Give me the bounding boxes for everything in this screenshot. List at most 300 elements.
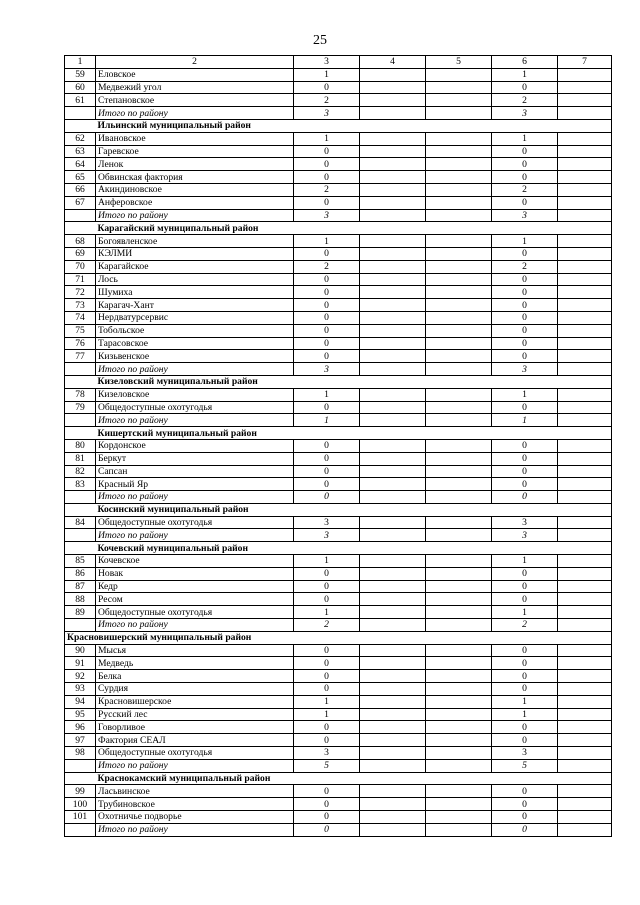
header-cell-7: 7 [558, 56, 612, 69]
col6-value: 0 [492, 683, 558, 696]
row-number [65, 619, 96, 632]
row-number: 63 [65, 145, 96, 158]
col7-value [558, 465, 612, 478]
col6-value: 0 [492, 145, 558, 158]
district-total-row [65, 823, 612, 836]
row-number: 88 [65, 593, 96, 606]
col4-value [360, 580, 426, 593]
col7-value [558, 555, 612, 568]
col6-value: 2 [492, 619, 558, 632]
col5-value [426, 158, 492, 171]
col6-value: 0 [492, 452, 558, 465]
col7-value [558, 683, 612, 696]
col5-value [426, 311, 492, 324]
row-number: 62 [65, 132, 96, 145]
col4-value [360, 350, 426, 363]
col7-value [558, 516, 612, 529]
col6-value: 0 [492, 324, 558, 337]
col4-value [360, 695, 426, 708]
col3-value: 1 [294, 555, 360, 568]
col3-value: 0 [294, 465, 360, 478]
col6-value: 3 [492, 209, 558, 222]
hunting-ground-name: Акиндиновское [96, 183, 294, 196]
col3-value: 0 [294, 670, 360, 683]
col5-value [426, 619, 492, 632]
col4-value [360, 657, 426, 670]
row-number: 89 [65, 606, 96, 619]
col7-value [558, 644, 612, 657]
col7-value [558, 567, 612, 580]
col3-value: 0 [294, 491, 360, 504]
col7-value [558, 657, 612, 670]
hunting-ground-name: Степановское [96, 94, 294, 107]
col3-value: 3 [294, 363, 360, 376]
col7-value [558, 619, 612, 632]
col3-value: 1 [294, 68, 360, 81]
col7-value [558, 286, 612, 299]
col5-value [426, 145, 492, 158]
col5-value [426, 478, 492, 491]
hunting-ground-name: Нердватурсервис [96, 311, 294, 324]
col3-value: 1 [294, 708, 360, 721]
col5-value [426, 708, 492, 721]
district-total-row [65, 363, 612, 376]
col4-value [360, 260, 426, 273]
district-total-row [65, 491, 612, 504]
hunting-ground-name: Кизеловское [96, 388, 294, 401]
col5-value [426, 670, 492, 683]
col3-value: 5 [294, 759, 360, 772]
col3-value: 3 [294, 209, 360, 222]
col4-value [360, 529, 426, 542]
district-total-row [65, 619, 612, 632]
col4-value [360, 721, 426, 734]
col6-value: 2 [492, 183, 558, 196]
row-number [65, 107, 96, 120]
col5-value [426, 401, 492, 414]
hunting-ground-name: Богоявленское [96, 235, 294, 248]
row-number: 94 [65, 695, 96, 708]
row-number [65, 529, 96, 542]
hunting-ground-name: Сапсан [96, 465, 294, 478]
col4-value [360, 311, 426, 324]
col5-value [426, 286, 492, 299]
table-row [65, 299, 612, 312]
table-row [65, 465, 612, 478]
col4-value [360, 286, 426, 299]
table-row [65, 555, 612, 568]
district-title: Кизеловский муниципальный район [96, 375, 612, 388]
table-row [65, 721, 612, 734]
row-number: 97 [65, 734, 96, 747]
col5-value [426, 260, 492, 273]
col4-value [360, 491, 426, 504]
hunting-ground-name: Общедоступные охотугодья [96, 516, 294, 529]
col6-value: 0 [492, 670, 558, 683]
col3-value: 0 [294, 247, 360, 260]
col3-value: 1 [294, 132, 360, 145]
col3-value: 0 [294, 81, 360, 94]
row-number: 59 [65, 68, 96, 81]
table-row [65, 81, 612, 94]
col4-value [360, 478, 426, 491]
total-label: Итого по району [96, 107, 294, 120]
col7-value [558, 196, 612, 209]
hunting-ground-name: Фактория СЕАЛ [96, 734, 294, 747]
col3-value: 0 [294, 350, 360, 363]
col7-value [558, 107, 612, 120]
col5-value [426, 414, 492, 427]
col3-value: 0 [294, 683, 360, 696]
col7-value [558, 350, 612, 363]
row-number: 60 [65, 81, 96, 94]
hunting-ground-name: Охотничье подворье [96, 811, 294, 824]
table-row [65, 811, 612, 824]
col7-value [558, 401, 612, 414]
table-row [65, 695, 612, 708]
col7-value [558, 695, 612, 708]
col3-value: 0 [294, 401, 360, 414]
row-number: 80 [65, 439, 96, 452]
col7-value [558, 721, 612, 734]
col7-value [558, 324, 612, 337]
table-row [65, 516, 612, 529]
row-number: 92 [65, 670, 96, 683]
col5-value [426, 657, 492, 670]
col5-value [426, 209, 492, 222]
col4-value [360, 798, 426, 811]
col3-value: 0 [294, 299, 360, 312]
hunting-ground-name: Общедоступные охотугодья [96, 747, 294, 760]
hunting-ground-name: Кочевское [96, 555, 294, 568]
total-label: Итого по району [96, 823, 294, 836]
col3-value: 0 [294, 567, 360, 580]
col6-value: 1 [492, 388, 558, 401]
col6-value: 0 [492, 785, 558, 798]
col6-value: 0 [492, 158, 558, 171]
col3-value: 2 [294, 619, 360, 632]
col4-value [360, 299, 426, 312]
col3-value: 0 [294, 286, 360, 299]
district-total-row [65, 209, 612, 222]
col6-value: 0 [492, 644, 558, 657]
col7-value [558, 785, 612, 798]
col7-value [558, 299, 612, 312]
table-row [65, 478, 612, 491]
col4-value [360, 785, 426, 798]
col3-value: 0 [294, 171, 360, 184]
col3-value: 0 [294, 273, 360, 286]
hunting-ground-name: Медвежий угол [96, 81, 294, 94]
col5-value [426, 183, 492, 196]
hunting-ground-name: Говорливое [96, 721, 294, 734]
col5-value [426, 247, 492, 260]
hunting-ground-name: Тарасовское [96, 337, 294, 350]
col7-value [558, 734, 612, 747]
hunting-ground-name: Кизьвенское [96, 350, 294, 363]
col4-value [360, 555, 426, 568]
col5-value [426, 363, 492, 376]
row-number [65, 363, 96, 376]
col4-value [360, 247, 426, 260]
col5-value [426, 798, 492, 811]
col7-value [558, 68, 612, 81]
col5-value [426, 388, 492, 401]
table-row [65, 708, 612, 721]
col4-value [360, 516, 426, 529]
col7-value [558, 273, 612, 286]
table-row [65, 132, 612, 145]
col7-value [558, 708, 612, 721]
row-number: 77 [65, 350, 96, 363]
total-label: Итого по району [96, 209, 294, 222]
col6-value: 0 [492, 171, 558, 184]
table-row [65, 388, 612, 401]
row-number: 86 [65, 567, 96, 580]
col6-value: 0 [492, 465, 558, 478]
table-row [65, 785, 612, 798]
district-title: Красновишерский муниципальный район [65, 631, 612, 644]
header-cell-2: 2 [96, 56, 294, 69]
col7-value [558, 132, 612, 145]
table-row [65, 196, 612, 209]
col3-value: 0 [294, 593, 360, 606]
hunting-ground-name: Ласьвинское [96, 785, 294, 798]
hunting-ground-name: Еловское [96, 68, 294, 81]
col4-value [360, 452, 426, 465]
row-number: 98 [65, 747, 96, 760]
section-empty-cell [65, 119, 96, 132]
row-number: 85 [65, 555, 96, 568]
table-row [65, 260, 612, 273]
col3-value: 2 [294, 183, 360, 196]
section-empty-cell [65, 375, 96, 388]
table-row [65, 670, 612, 683]
table-row [65, 439, 612, 452]
table-row [65, 350, 612, 363]
col3-value: 0 [294, 439, 360, 452]
table-row [65, 593, 612, 606]
col6-value: 0 [492, 337, 558, 350]
hunting-ground-name: Кедр [96, 580, 294, 593]
col4-value [360, 107, 426, 120]
col3-value: 0 [294, 158, 360, 171]
hunting-ground-name: Трубиновское [96, 798, 294, 811]
col3-value: 0 [294, 734, 360, 747]
col4-value [360, 388, 426, 401]
col3-value: 1 [294, 606, 360, 619]
row-number: 67 [65, 196, 96, 209]
row-number: 101 [65, 811, 96, 824]
hunting-ground-name: Мысья [96, 644, 294, 657]
table-row [65, 68, 612, 81]
row-number: 76 [65, 337, 96, 350]
col4-value [360, 81, 426, 94]
col7-value [558, 209, 612, 222]
col6-value: 2 [492, 260, 558, 273]
row-number: 82 [65, 465, 96, 478]
row-number [65, 491, 96, 504]
col7-value [558, 414, 612, 427]
col7-value [558, 363, 612, 376]
hunting-ground-name: Русский лес [96, 708, 294, 721]
col6-value: 0 [492, 721, 558, 734]
table-row [65, 94, 612, 107]
col6-value: 1 [492, 708, 558, 721]
col3-value: 1 [294, 695, 360, 708]
col3-value: 1 [294, 235, 360, 248]
col6-value: 3 [492, 747, 558, 760]
hunting-ground-name: Общедоступные охотугодья [96, 401, 294, 414]
col4-value [360, 196, 426, 209]
col6-value: 0 [492, 311, 558, 324]
hunting-ground-name: КЭЛМИ [96, 247, 294, 260]
col3-value: 0 [294, 580, 360, 593]
col7-value [558, 260, 612, 273]
hunting-ground-name: Тобольское [96, 324, 294, 337]
table-row [65, 337, 612, 350]
col7-value [558, 452, 612, 465]
col4-value [360, 94, 426, 107]
col6-value: 0 [492, 593, 558, 606]
table-row [65, 286, 612, 299]
table-row [65, 606, 612, 619]
table-row [65, 644, 612, 657]
total-label: Итого по району [96, 529, 294, 542]
col5-value [426, 299, 492, 312]
col4-value [360, 439, 426, 452]
col5-value [426, 337, 492, 350]
row-number: 93 [65, 683, 96, 696]
col3-value: 0 [294, 145, 360, 158]
table-row [65, 683, 612, 696]
col5-value [426, 644, 492, 657]
hunting-ground-name: Анферовское [96, 196, 294, 209]
row-number: 99 [65, 785, 96, 798]
col4-value [360, 132, 426, 145]
table-row [65, 171, 612, 184]
col3-value: 3 [294, 529, 360, 542]
row-number: 73 [65, 299, 96, 312]
col7-value [558, 81, 612, 94]
col7-value [558, 747, 612, 760]
row-number: 95 [65, 708, 96, 721]
col6-value: 0 [492, 439, 558, 452]
table-row [65, 567, 612, 580]
col6-value: 1 [492, 235, 558, 248]
col5-value [426, 747, 492, 760]
col5-value [426, 785, 492, 798]
col7-value [558, 158, 612, 171]
col7-value [558, 811, 612, 824]
col4-value [360, 171, 426, 184]
col6-value: 2 [492, 94, 558, 107]
col5-value [426, 721, 492, 734]
row-number: 66 [65, 183, 96, 196]
table-row [65, 311, 612, 324]
col5-value [426, 235, 492, 248]
col7-value [558, 798, 612, 811]
hunting-ground-name: Ресом [96, 593, 294, 606]
col7-value [558, 311, 612, 324]
table-body [65, 56, 612, 837]
col6-value: 0 [492, 811, 558, 824]
col4-value [360, 337, 426, 350]
col3-value: 0 [294, 196, 360, 209]
col7-value [558, 183, 612, 196]
col5-value [426, 132, 492, 145]
district-total-row [65, 107, 612, 120]
hunting-ground-name: Обвинская фактория [96, 171, 294, 184]
section-empty-cell [65, 222, 96, 235]
row-number: 90 [65, 644, 96, 657]
district-total-row [65, 759, 612, 772]
col3-value: 0 [294, 785, 360, 798]
table-row [65, 734, 612, 747]
col7-value [558, 580, 612, 593]
total-label: Итого по району [96, 619, 294, 632]
col7-value [558, 823, 612, 836]
hunting-ground-name: Карагач-Хант [96, 299, 294, 312]
col4-value [360, 734, 426, 747]
row-number: 69 [65, 247, 96, 260]
col3-value: 0 [294, 644, 360, 657]
col6-value: 0 [492, 567, 558, 580]
col3-value: 0 [294, 823, 360, 836]
col7-value [558, 529, 612, 542]
col5-value [426, 196, 492, 209]
col3-value: 2 [294, 260, 360, 273]
col3-value: 0 [294, 337, 360, 350]
col4-value [360, 183, 426, 196]
row-number [65, 209, 96, 222]
hunting-ground-name: Красновишерское [96, 695, 294, 708]
col5-value [426, 811, 492, 824]
section-empty-cell [65, 427, 96, 440]
col5-value [426, 324, 492, 337]
col5-value [426, 94, 492, 107]
col7-value [558, 759, 612, 772]
col7-value [558, 94, 612, 107]
table-row [65, 580, 612, 593]
col4-value [360, 644, 426, 657]
row-number: 83 [65, 478, 96, 491]
col4-value [360, 465, 426, 478]
col6-value: 0 [492, 798, 558, 811]
row-number: 71 [65, 273, 96, 286]
col5-value [426, 81, 492, 94]
col4-value [360, 324, 426, 337]
district-title: Ильинский муниципальный район [96, 119, 612, 132]
section-empty-cell [65, 542, 96, 555]
total-label: Итого по району [96, 363, 294, 376]
row-number: 81 [65, 452, 96, 465]
table-row [65, 452, 612, 465]
col4-value [360, 619, 426, 632]
hunting-ground-name: Ленок [96, 158, 294, 171]
col7-value [558, 593, 612, 606]
district-total-row [65, 414, 612, 427]
col5-value [426, 823, 492, 836]
section-empty-cell [65, 503, 96, 516]
col6-value: 0 [492, 478, 558, 491]
col5-value [426, 567, 492, 580]
col5-value [426, 171, 492, 184]
hunting-ground-name: Общедоступные охотугодья [96, 606, 294, 619]
col5-value [426, 439, 492, 452]
col7-value [558, 478, 612, 491]
header-cell-6: 6 [492, 56, 558, 69]
